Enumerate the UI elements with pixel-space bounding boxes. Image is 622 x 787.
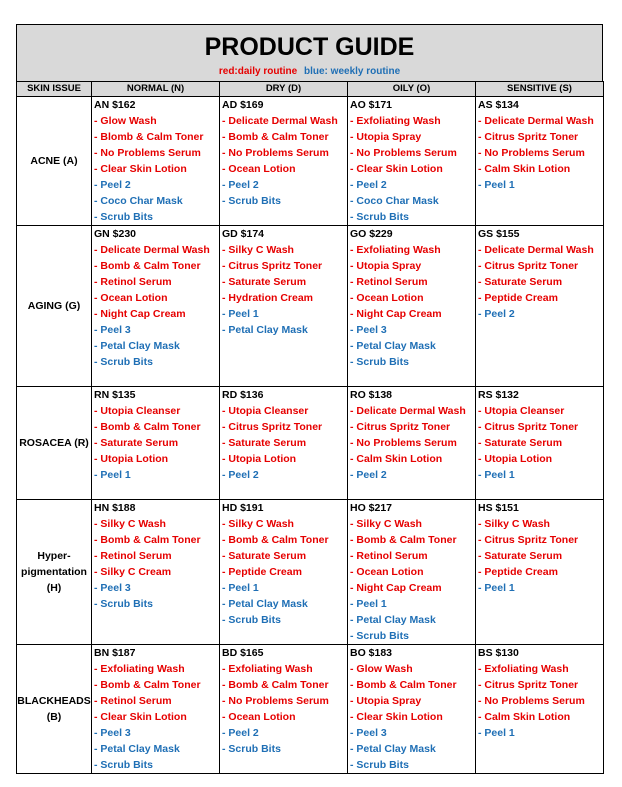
daily-product-item: - Saturate Serum xyxy=(478,437,563,449)
weekly-product-item: - Peel 3 xyxy=(94,582,131,594)
daily-product-item: - Night Cap Cream xyxy=(350,582,442,594)
set-code-price: BN $187 xyxy=(94,647,136,659)
weekly-product-item: - Scrub Bits xyxy=(222,743,281,755)
set-code-price: AN $162 xyxy=(94,99,136,111)
daily-product-item: - Retinol Serum xyxy=(94,550,172,562)
daily-product-item: - Retinol Serum xyxy=(350,276,428,288)
product-set-cell xyxy=(92,97,220,226)
daily-product-item: - Saturate Serum xyxy=(478,276,563,288)
daily-product-item: - Ocean Lotion xyxy=(94,292,168,304)
weekly-product-item: - Peel 3 xyxy=(350,727,387,739)
daily-product-item: - Silky C Wash xyxy=(350,518,422,530)
weekly-product-item: - Peel 2 xyxy=(94,179,131,191)
set-code-price: BS $130 xyxy=(478,647,519,659)
column-header-oily: OILY (O) xyxy=(348,82,476,97)
daily-product-item: - Utopia Cleanser xyxy=(222,405,309,417)
weekly-product-item: - Peel 2 xyxy=(350,179,387,191)
daily-product-item: - Saturate Serum xyxy=(222,550,307,562)
daily-product-item: - Delicate Dermal Wash xyxy=(222,115,338,127)
set-code-price: GO $229 xyxy=(350,228,393,240)
daily-product-item: - Citrus Spritz Toner xyxy=(222,260,323,272)
daily-product-item: - Bomb & Calm Toner xyxy=(222,131,329,143)
daily-product-item: - Citrus Spritz Toner xyxy=(478,131,579,143)
daily-product-item: - Citrus Spritz Toner xyxy=(478,260,579,272)
daily-product-item: - Delicate Dermal Wash xyxy=(478,244,594,256)
daily-product-item: - Calm Skin Lotion xyxy=(478,163,571,175)
weekly-product-item: - Petal Clay Mask xyxy=(94,340,180,352)
legend-weekly: blue: weekly routine xyxy=(304,66,401,77)
weekly-product-item: - Peel 2 xyxy=(222,179,259,191)
set-code-price: HN $188 xyxy=(94,502,136,514)
product-set-cell xyxy=(220,387,348,500)
daily-product-item: - Bomb & Calm Toner xyxy=(222,679,329,691)
daily-product-item: - Ocean Lotion xyxy=(222,711,296,723)
table-body xyxy=(17,97,604,774)
daily-product-item: - Ocean Lotion xyxy=(350,292,424,304)
daily-product-item: - Ocean Lotion xyxy=(350,566,424,578)
daily-product-item: - Citrus Spritz Toner xyxy=(478,534,579,546)
weekly-product-item: - Scrub Bits xyxy=(94,356,153,368)
weekly-product-item: - Scrub Bits xyxy=(94,759,153,771)
daily-product-item: - Ocean Lotion xyxy=(222,163,296,175)
daily-product-item: - Utopia Cleanser xyxy=(94,405,181,417)
weekly-product-item: - Petal Clay Mask xyxy=(94,743,180,755)
weekly-product-item: - Petal Clay Mask xyxy=(222,324,308,336)
daily-product-item: - Hydration Cream xyxy=(222,292,314,304)
weekly-product-item: - Peel 1 xyxy=(478,727,515,739)
table-header-row xyxy=(17,82,604,97)
weekly-product-item: - Peel 3 xyxy=(94,324,131,336)
product-set-cell xyxy=(220,226,348,387)
weekly-product-item: - Scrub Bits xyxy=(350,211,409,223)
daily-product-item: - Calm Skin Lotion xyxy=(478,711,571,723)
product-set-cell xyxy=(92,226,220,387)
product-set-cell xyxy=(348,97,476,226)
set-code-price: HO $217 xyxy=(350,502,393,514)
daily-product-item: - Utopia Cleanser xyxy=(478,405,565,417)
skin-issue-line: (H) xyxy=(46,582,62,594)
daily-product-item: - Peptide Cream xyxy=(478,566,558,578)
weekly-product-item: - Petal Clay Mask xyxy=(222,598,308,610)
weekly-product-item: - Scrub Bits xyxy=(350,356,409,368)
daily-product-item: - Bomb & Calm Toner xyxy=(350,534,457,546)
set-code-price: AD $169 xyxy=(222,99,264,111)
daily-product-item: - Retinol Serum xyxy=(94,695,172,707)
daily-product-item: - Exfoliating Wash xyxy=(222,663,313,675)
daily-product-item: - Bomb & Calm Toner xyxy=(94,679,201,691)
column-header-dry: DRY (D) xyxy=(220,82,348,97)
weekly-product-item: - Peel 1 xyxy=(478,582,515,594)
weekly-product-item: - Petal Clay Mask xyxy=(350,743,436,755)
weekly-product-item: - Petal Clay Mask xyxy=(350,340,436,352)
daily-product-item: - No Problems Serum xyxy=(350,437,457,449)
daily-product-item: - Silky C Cream xyxy=(94,566,172,578)
weekly-product-item: - Peel 3 xyxy=(350,324,387,336)
weekly-product-item: - Peel 2 xyxy=(350,469,387,481)
weekly-product-item: - Peel 3 xyxy=(94,727,131,739)
daily-product-item: - Glow Wash xyxy=(350,663,413,675)
weekly-product-item: - Peel 1 xyxy=(94,469,131,481)
product-set-cell xyxy=(348,500,476,645)
set-code-price: RO $138 xyxy=(350,389,393,401)
daily-product-item: - Bomb & Calm Toner xyxy=(222,534,329,546)
page-title: PRODUCT GUIDE xyxy=(204,33,415,61)
daily-product-item: - No Problems Serum xyxy=(478,147,585,159)
daily-product-item: - Utopia Spray xyxy=(350,695,422,707)
product-set-cell xyxy=(220,97,348,226)
weekly-product-item: - Scrub Bits xyxy=(94,211,153,223)
daily-product-item: - Utopia Lotion xyxy=(478,453,553,465)
weekly-product-item: - Peel 1 xyxy=(222,582,259,594)
daily-product-item: - Silky C Wash xyxy=(94,518,166,530)
skin-issue-cell: ACNE (A) xyxy=(17,97,92,226)
weekly-product-item: - Scrub Bits xyxy=(94,598,153,610)
daily-product-item: - Exfoliating Wash xyxy=(350,115,441,127)
weekly-product-item: - Petal Clay Mask xyxy=(350,614,436,626)
product-set-cell xyxy=(476,645,604,774)
table-row xyxy=(17,97,604,226)
weekly-product-item: - Peel 1 xyxy=(350,598,387,610)
weekly-product-item: - Scrub Bits xyxy=(222,195,281,207)
product-set-cell xyxy=(220,500,348,645)
skin-issue-line: (B) xyxy=(46,711,62,723)
product-set-cell xyxy=(476,97,604,226)
daily-product-item: - Utopia Lotion xyxy=(222,453,297,465)
skin-issue-cell xyxy=(17,645,92,774)
set-code-price: BO $183 xyxy=(350,647,393,659)
product-set-cell xyxy=(476,500,604,645)
daily-product-item: - Exfoliating Wash xyxy=(478,663,569,675)
daily-product-item: - Silky C Wash xyxy=(222,518,294,530)
daily-product-item: - Saturate Serum xyxy=(222,437,307,449)
daily-product-item: - Peptide Cream xyxy=(222,566,302,578)
set-code-price: GS $155 xyxy=(478,228,520,240)
column-header-skin-issue: SKIN ISSUE xyxy=(17,82,92,97)
column-header-sensitive: SENSITIVE (S) xyxy=(476,82,604,97)
product-set-cell xyxy=(220,645,348,774)
daily-product-item: - Silky C Wash xyxy=(222,244,294,256)
set-code-price: BD $165 xyxy=(222,647,264,659)
daily-product-item: - Exfoliating Wash xyxy=(94,663,185,675)
daily-product-item: - Bomb & Calm Toner xyxy=(350,679,457,691)
set-code-price: AS $134 xyxy=(478,99,519,111)
skin-issue-line: BLACKHEADS xyxy=(17,695,91,707)
daily-product-item: - No Problems Serum xyxy=(94,147,201,159)
guide-header xyxy=(16,24,603,81)
weekly-product-item: - Coco Char Mask xyxy=(350,195,439,207)
weekly-product-item: - Peel 2 xyxy=(478,308,515,320)
column-header-normal: NORMAL (N) xyxy=(92,82,220,97)
set-code-price: AO $171 xyxy=(350,99,393,111)
daily-product-item: - Saturate Serum xyxy=(478,550,563,562)
daily-product-item: - Blomb & Calm Toner xyxy=(94,131,204,143)
set-code-price: HD $191 xyxy=(222,502,264,514)
set-code-price: RN $135 xyxy=(94,389,136,401)
product-set-cell xyxy=(476,226,604,387)
daily-product-item: - Calm Skin Lotion xyxy=(350,453,443,465)
daily-product-item: - Bomb & Calm Toner xyxy=(94,421,201,433)
set-code-price: HS $151 xyxy=(478,502,519,514)
daily-product-item: - Silky C Wash xyxy=(478,518,550,530)
daily-product-item: - Night Cap Cream xyxy=(350,308,442,320)
daily-product-item: - Bomb & Calm Toner xyxy=(94,260,201,272)
weekly-product-item: - Peel 2 xyxy=(222,727,259,739)
weekly-product-item: - Scrub Bits xyxy=(350,759,409,771)
daily-product-item: - Delicate Dermal Wash xyxy=(478,115,594,127)
daily-product-item: - Citrus Spritz Toner xyxy=(478,421,579,433)
daily-product-item: - No Problems Serum xyxy=(350,147,457,159)
product-set-cell xyxy=(348,645,476,774)
daily-product-item: - Peptide Cream xyxy=(478,292,558,304)
skin-issue-line: pigmentation xyxy=(21,566,87,578)
daily-product-item: - Retinol Serum xyxy=(94,276,172,288)
daily-product-item: - Clear Skin Lotion xyxy=(94,163,187,175)
daily-product-item: - Retinol Serum xyxy=(350,550,428,562)
table-row xyxy=(17,645,604,774)
product-set-cell xyxy=(92,387,220,500)
weekly-product-item: - Peel 2 xyxy=(222,469,259,481)
set-code-price: RD $136 xyxy=(222,389,264,401)
table-row xyxy=(17,226,604,387)
skin-issue-cell xyxy=(17,500,92,645)
weekly-product-item: - Scrub Bits xyxy=(222,614,281,626)
product-set-cell xyxy=(92,500,220,645)
daily-product-item: - Clear Skin Lotion xyxy=(94,711,187,723)
table-row xyxy=(17,500,604,645)
product-set-cell xyxy=(92,645,220,774)
daily-product-item: - Utopia Spray xyxy=(350,131,422,143)
daily-product-item: - Clear Skin Lotion xyxy=(350,711,443,723)
daily-product-item: - Exfoliating Wash xyxy=(350,244,441,256)
daily-product-item: - Delicate Dermal Wash xyxy=(94,244,210,256)
daily-product-item: - Utopia Lotion xyxy=(94,453,169,465)
daily-product-item: - Saturate Serum xyxy=(94,437,179,449)
routine-legend xyxy=(17,66,602,77)
daily-product-item: - Citrus Spritz Toner xyxy=(222,421,323,433)
daily-product-item: - No Problems Serum xyxy=(478,695,585,707)
product-set-cell xyxy=(476,387,604,500)
daily-product-item: - Bomb & Calm Toner xyxy=(94,534,201,546)
daily-product-item: - Glow Wash xyxy=(94,115,157,127)
daily-product-item: - Saturate Serum xyxy=(222,276,307,288)
table-row xyxy=(17,387,604,500)
set-code-price: GN $230 xyxy=(94,228,137,240)
daily-product-item: - Night Cap Cream xyxy=(94,308,186,320)
weekly-product-item: - Peel 1 xyxy=(478,179,515,191)
product-table xyxy=(16,81,604,774)
daily-product-item: - No Problems Serum xyxy=(222,147,329,159)
daily-product-item: - No Problems Serum xyxy=(222,695,329,707)
weekly-product-item: - Peel 1 xyxy=(222,308,259,320)
legend-daily: red:daily routine xyxy=(218,66,298,77)
product-set-cell xyxy=(348,226,476,387)
daily-product-item: - Clear Skin Lotion xyxy=(350,163,443,175)
weekly-product-item: - Peel 1 xyxy=(478,469,515,481)
set-code-price: RS $132 xyxy=(478,389,519,401)
set-code-price: GD $174 xyxy=(222,228,265,240)
daily-product-item: - Citrus Spritz Toner xyxy=(350,421,451,433)
daily-product-item: - Delicate Dermal Wash xyxy=(350,405,466,417)
weekly-product-item: - Scrub Bits xyxy=(350,630,409,642)
daily-product-item: - Citrus Spritz Toner xyxy=(478,679,579,691)
skin-issue-cell: AGING (G) xyxy=(17,226,92,387)
product-guide-sheet xyxy=(16,24,603,774)
daily-product-item: - Utopia Spray xyxy=(350,260,422,272)
product-set-cell xyxy=(348,387,476,500)
skin-issue-cell: ROSACEA (R) xyxy=(17,387,92,500)
weekly-product-item: - Coco Char Mask xyxy=(94,195,183,207)
skin-issue-line: Hyper- xyxy=(37,550,71,562)
